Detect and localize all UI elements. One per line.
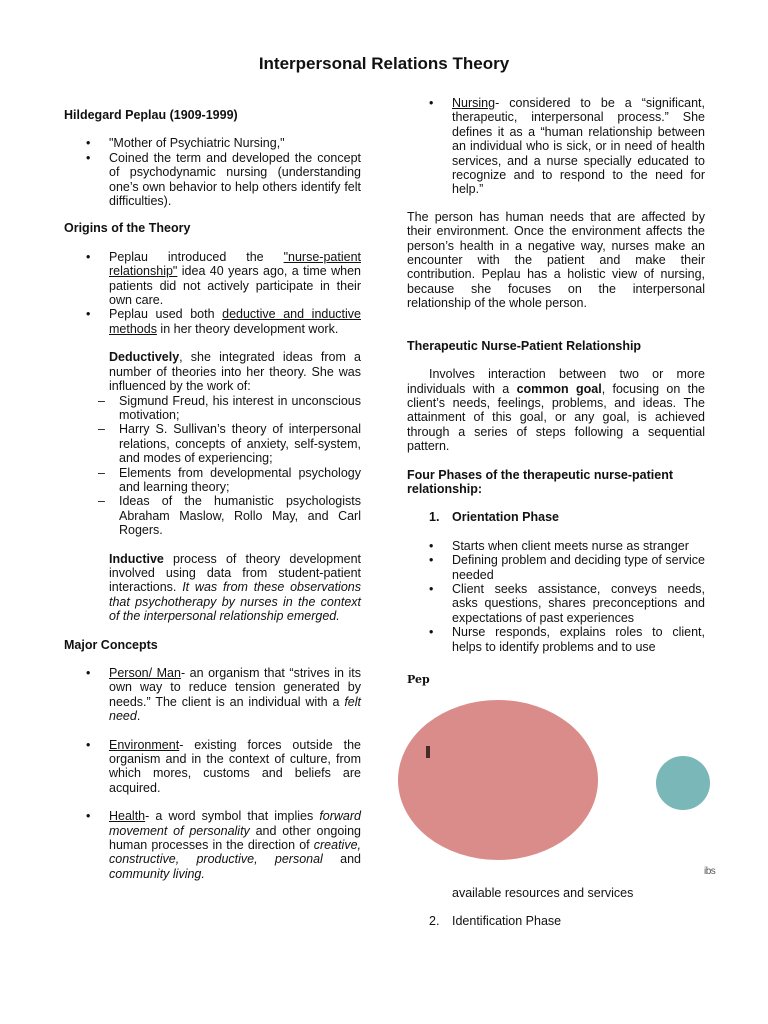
person-italic: felt need (109, 694, 361, 724)
methods-link: deductive and inductive methods (109, 307, 361, 336)
list-item: • "Mother of Psychiatric Nursing," (64, 136, 361, 150)
right-column (407, 96, 705, 654)
inductive-paragraph (64, 552, 361, 624)
therapeutic-paragraph (407, 367, 705, 453)
list-item: • Client seeks assistance, conveys needs, asks questions, shares preconceptions and expectations of past experiences (407, 582, 705, 625)
origins-b2-post: in her theory development work. (156, 321, 339, 336)
list-item (64, 307, 361, 336)
ad-pink-shape (398, 700, 430, 860)
list-item (64, 250, 361, 308)
list-item: – Harry S. Sullivan’s theory of interpersonal relations, concepts of anxiety, self-system, and modes of experiencing; (64, 422, 361, 465)
phase-2-heading (407, 914, 705, 928)
list-item: – Ideas of the humanistic psychologists Abraham Maslow, Rollo May, and Carl Rogers. (64, 494, 361, 537)
list-item (64, 809, 361, 881)
therapeutic-pre: Involves interaction between two or more individuals with a (407, 367, 705, 396)
left-column (64, 108, 361, 881)
list-item: – Sigmund Freud, his interest in unconscious motivation; (64, 394, 361, 423)
person-paragraph: The person has human needs that are affected by their environment. Once the environment affects the person’s health in a negative way, nurses make an encounter with the patient and make their contribution. Peplau has a holistic view of nursing, because she focuses on the interpersonal relationship of the whole person. (407, 209, 705, 311)
ad-teal-shape (696, 756, 710, 810)
common-goal: common goal (516, 381, 602, 396)
phase-2-label: Identification Phase (452, 914, 562, 929)
environment-label: Environment (109, 737, 180, 752)
nursing-label: Nursing (452, 96, 496, 110)
ad-overlay[interactable] (398, 700, 718, 877)
health-italic-3: community living. (109, 866, 205, 881)
environment-text: - existing forces outside the organism and in the context of culture, from which mores, customs and beliefs are acquired. (109, 737, 361, 795)
therapeutic-heading: Therapeutic Nurse-Patient Relationship (407, 338, 642, 353)
health-text-2: and other ongoing human processes in the direction of (109, 823, 361, 853)
right-column-continued (407, 886, 705, 929)
origins-bullet-list (64, 250, 361, 336)
influences-list (64, 394, 361, 538)
health-text-1: - a word symbol that implies (145, 809, 320, 824)
phase-1-number: 1. (429, 510, 440, 525)
concepts-heading: Major Concepts (64, 637, 158, 652)
therapeutic-post: , focusing on the client’s needs, feelings, problems, and ideas. The attainment of this goal, or any goal, is achieved through a series of steps following a sequential pattern. (407, 381, 706, 454)
list-item (407, 96, 705, 197)
ad-mark (426, 746, 430, 758)
phase-2-number: 2. (429, 914, 440, 929)
continued-text: available resources and services (452, 886, 634, 900)
deductive-text: , she integrated ideas from a number of theories into her theory. She was influenced by the work of: (109, 350, 361, 394)
list-item (64, 666, 361, 724)
phase-1-label: Orientation Phase (452, 510, 559, 525)
nursing-text: - considered to be a “significant, therapeutic, interpersonal process.” She defines it as a “human relationship between an individual who is sick, or in need of health services, and a nurse specially educated to recognize and to respond to the need for help.” (452, 96, 705, 197)
phases-heading: Four Phases of the therapeutic nurse-patient relationship: (407, 467, 674, 496)
origins-b1-post: idea 40 years ago, a time when patients did not actively participate in their own care. (109, 264, 361, 308)
ad-label: Pep (407, 673, 430, 686)
origins-b2-pre: Peplau used both (109, 307, 223, 322)
person-end: . (136, 709, 141, 724)
deductive-paragraph (64, 350, 361, 393)
concepts-list (64, 666, 361, 881)
author-bullet-list (64, 136, 361, 208)
origins-b1-pre: Peplau introduced the (109, 249, 284, 264)
health-text-3: and (322, 852, 361, 867)
list-item (64, 738, 361, 796)
phase-1-heading (407, 510, 705, 524)
person-text: - an organism that “strives in its own way to reduce tension generated by needs.” The client is an individual with a (109, 666, 361, 709)
list-item: • Starts when client meets nurse as stranger (407, 539, 705, 553)
health-italic-1: forward movement of personality (109, 809, 361, 838)
inductive-text: process of theory development involved using data from student-patient interactions. (109, 551, 361, 595)
deductive-bold: Deductively (109, 350, 180, 365)
health-label: Health (109, 809, 146, 824)
health-italic-2: creative, constructive, productive, personal (109, 838, 361, 867)
nurse-patient-link: "nurse-patient relationship" (109, 249, 361, 279)
author-heading: Hildegard Peplau (1909-1999) (64, 108, 238, 122)
ad-logo: ibs (704, 866, 716, 877)
page-title: Interpersonal Relations Theory (258, 54, 510, 73)
list-item: • Defining problem and deciding type of service needed (407, 553, 705, 582)
list-item: • Nurse responds, explains roles to client, helps to identify problems and to use (407, 625, 705, 654)
list-item: – Elements from developmental psychology and learning theory; (64, 466, 361, 495)
inductive-bold: Inductive (109, 551, 164, 566)
inductive-italic: It was from these observations that psychotherapy by nurses in the context of the interpersonal relationship emerged. (109, 580, 361, 624)
person-label: Person/ Man (109, 666, 181, 680)
phase-1-bullets (407, 539, 705, 654)
nursing-list (407, 96, 705, 197)
list-item: • Coined the term and developed the concept of psychodynamic nursing (understanding one’s own behavior to help others identify felt difficulties). (64, 151, 361, 209)
origins-heading: Origins of the Theory (64, 221, 191, 236)
